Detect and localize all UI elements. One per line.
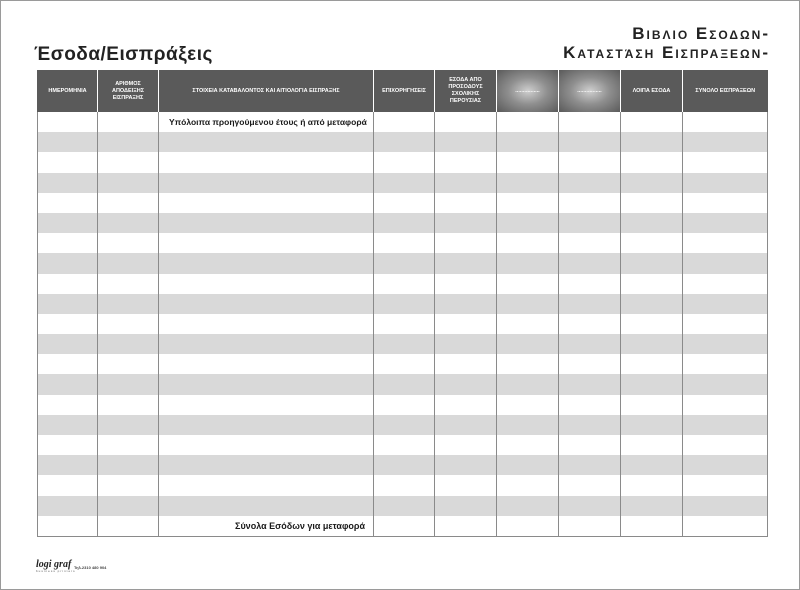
table-cell xyxy=(621,112,683,132)
header-other-income: ΛΟΙΠΑ ΕΣΟΔΑ xyxy=(621,70,683,112)
table-cell xyxy=(159,475,374,495)
table-cell xyxy=(435,112,497,132)
table-cell xyxy=(159,253,374,273)
table-cell xyxy=(435,516,497,537)
totals-carry-forward-label: Σύνολα Εσόδων για μεταφορά xyxy=(159,516,374,537)
table-cell xyxy=(683,354,768,374)
table-cell xyxy=(38,152,98,172)
table-cell xyxy=(374,274,435,294)
table-row xyxy=(38,193,768,213)
table-cell xyxy=(98,455,159,475)
table-cell xyxy=(98,274,159,294)
table-cell xyxy=(374,334,435,354)
table-cell xyxy=(159,496,374,516)
table-cell xyxy=(683,294,768,314)
table-row xyxy=(38,334,768,354)
table-row xyxy=(38,274,768,294)
table-cell xyxy=(683,455,768,475)
table-row xyxy=(38,374,768,394)
table-cell xyxy=(374,294,435,314)
table-cell xyxy=(559,395,621,415)
table-cell xyxy=(374,455,435,475)
table-cell xyxy=(38,354,98,374)
table-cell xyxy=(98,112,159,132)
table-cell xyxy=(159,374,374,394)
table-cell xyxy=(559,334,621,354)
table-cell xyxy=(98,193,159,213)
table-cell xyxy=(98,516,159,537)
table-cell xyxy=(38,173,98,193)
table-cell xyxy=(159,193,374,213)
table-cell xyxy=(435,152,497,172)
table-cell xyxy=(38,193,98,213)
table-cell xyxy=(621,516,683,537)
table-cell xyxy=(683,475,768,495)
table-cell xyxy=(98,152,159,172)
table-cell xyxy=(621,173,683,193)
table-cell xyxy=(621,334,683,354)
table-row xyxy=(38,455,768,475)
table-cell xyxy=(683,415,768,435)
table-cell xyxy=(98,496,159,516)
table-cell xyxy=(159,213,374,233)
table-cell xyxy=(497,274,559,294)
header-date: ΗΜΕΡΟΜΗΝΙΑ xyxy=(38,70,98,112)
table-cell xyxy=(621,152,683,172)
table-cell xyxy=(497,132,559,152)
table-cell xyxy=(374,354,435,374)
table-cell xyxy=(497,354,559,374)
table-cell xyxy=(98,132,159,152)
table-cell xyxy=(559,415,621,435)
table-cell xyxy=(559,274,621,294)
table-cell xyxy=(621,435,683,455)
table-cell xyxy=(98,374,159,394)
table-cell xyxy=(98,334,159,354)
table-cell xyxy=(374,435,435,455)
table-cell xyxy=(38,294,98,314)
table-cell xyxy=(621,294,683,314)
table-cell xyxy=(497,314,559,334)
table-row xyxy=(38,152,768,172)
table-cell xyxy=(159,173,374,193)
header-property-income: ΕΣΟΔΑ ΑΠΟ ΠΡΟΣΟΔΟΥΣ ΣΧΟΛΙΚΗΣ ΠΕΡΟΥΣΙΑΣ xyxy=(435,70,497,112)
table-cell xyxy=(38,314,98,334)
table-cell xyxy=(159,415,374,435)
table-cell xyxy=(621,455,683,475)
table-cell xyxy=(38,132,98,152)
table-cell xyxy=(497,395,559,415)
table-cell xyxy=(98,475,159,495)
table-cell xyxy=(374,415,435,435)
table-cell xyxy=(38,516,98,537)
table-cell xyxy=(98,173,159,193)
table-cell xyxy=(159,294,374,314)
table-cell xyxy=(374,233,435,253)
table-cell xyxy=(374,173,435,193)
table-cell xyxy=(497,193,559,213)
table-cell xyxy=(38,253,98,273)
table-row xyxy=(38,516,768,537)
header-row xyxy=(38,70,768,112)
table-cell xyxy=(497,112,559,132)
table-cell xyxy=(497,173,559,193)
table-cell xyxy=(98,435,159,455)
table-cell xyxy=(38,233,98,253)
table-cell xyxy=(621,253,683,273)
table-cell xyxy=(497,516,559,537)
table-cell xyxy=(98,415,159,435)
table-cell xyxy=(435,193,497,213)
table-row xyxy=(38,112,768,132)
table-row xyxy=(38,213,768,233)
table-cell xyxy=(435,213,497,233)
table-cell xyxy=(159,274,374,294)
table-cell xyxy=(98,354,159,374)
table-cell xyxy=(374,193,435,213)
table-cell xyxy=(497,455,559,475)
printer-logo-subtitle: business printers xyxy=(36,569,76,573)
table-cell xyxy=(374,253,435,273)
table-row xyxy=(38,496,768,516)
book-title-line-2: Καταστάση Εισπραξεων- xyxy=(563,43,770,62)
table-cell xyxy=(497,415,559,435)
table-row xyxy=(38,415,768,435)
table-cell xyxy=(98,233,159,253)
table-cell xyxy=(98,213,159,233)
table-cell xyxy=(497,294,559,314)
table-cell xyxy=(559,112,621,132)
table-row xyxy=(38,173,768,193)
printer-phone: Τηλ.2310 480 904 xyxy=(74,565,107,570)
table-cell xyxy=(374,395,435,415)
table-cell xyxy=(435,395,497,415)
ledger-body xyxy=(38,112,768,536)
table-cell xyxy=(159,354,374,374)
table-cell xyxy=(621,314,683,334)
printer-logo: logi graf xyxy=(36,559,72,570)
table-cell xyxy=(559,213,621,233)
table-cell xyxy=(159,314,374,334)
table-cell xyxy=(559,374,621,394)
table-cell xyxy=(621,415,683,435)
table-cell xyxy=(621,475,683,495)
table-row xyxy=(38,233,768,253)
table-cell xyxy=(374,213,435,233)
table-cell xyxy=(559,173,621,193)
table-cell xyxy=(159,334,374,354)
table-cell xyxy=(497,233,559,253)
table-cell xyxy=(621,374,683,394)
table-cell xyxy=(98,395,159,415)
book-title xyxy=(563,24,770,62)
table-cell xyxy=(497,435,559,455)
table-cell xyxy=(683,173,768,193)
table-cell xyxy=(435,354,497,374)
table-cell xyxy=(38,496,98,516)
table-cell xyxy=(559,516,621,537)
table-cell xyxy=(683,112,768,132)
table-row xyxy=(38,395,768,415)
table-cell xyxy=(435,455,497,475)
table-cell xyxy=(559,253,621,273)
table-cell xyxy=(374,314,435,334)
table-cell xyxy=(559,193,621,213)
table-cell xyxy=(559,496,621,516)
table-row xyxy=(38,253,768,273)
table-cell xyxy=(559,435,621,455)
table-cell xyxy=(159,233,374,253)
table-cell xyxy=(159,435,374,455)
table-cell xyxy=(374,516,435,537)
table-cell xyxy=(435,435,497,455)
header-receipt-number: ΑΡΙΘΜΟΣ ΑΠΟΔΕΙΞΗΣ ΕΙΣΠΡΑΞΗΣ xyxy=(98,70,159,112)
table-cell xyxy=(98,314,159,334)
table-cell xyxy=(98,253,159,273)
table-cell xyxy=(683,334,768,354)
table-cell xyxy=(497,152,559,172)
opening-balance-label: Υπόλοιπα προηγούμενου έτους ή από μεταφορά xyxy=(159,112,374,132)
table-row xyxy=(38,354,768,374)
table-cell xyxy=(683,213,768,233)
table-cell xyxy=(159,152,374,172)
table-cell xyxy=(38,475,98,495)
table-cell xyxy=(683,374,768,394)
table-cell xyxy=(159,395,374,415)
table-cell xyxy=(497,374,559,394)
table-cell xyxy=(435,334,497,354)
table-cell xyxy=(374,475,435,495)
table-cell xyxy=(374,374,435,394)
table-cell xyxy=(683,314,768,334)
table-cell xyxy=(683,516,768,537)
table-cell xyxy=(621,354,683,374)
table-cell xyxy=(435,132,497,152)
form-title: Έσοδα/Εισπράξεις xyxy=(34,44,213,65)
table-cell xyxy=(38,415,98,435)
table-cell xyxy=(38,213,98,233)
table-cell xyxy=(683,233,768,253)
table-cell xyxy=(621,496,683,516)
table-cell xyxy=(683,274,768,294)
table-cell xyxy=(683,395,768,415)
table-cell xyxy=(559,233,621,253)
table-cell xyxy=(559,294,621,314)
table-row xyxy=(38,435,768,455)
table-cell xyxy=(435,233,497,253)
table-cell xyxy=(621,233,683,253)
table-cell xyxy=(38,455,98,475)
table-cell xyxy=(38,274,98,294)
table-cell xyxy=(159,455,374,475)
table-cell xyxy=(683,193,768,213)
table-cell xyxy=(683,435,768,455)
table-cell xyxy=(435,475,497,495)
table-cell xyxy=(38,395,98,415)
table-cell xyxy=(497,213,559,233)
income-ledger-table xyxy=(37,70,768,537)
table-cell xyxy=(621,274,683,294)
table-cell xyxy=(374,112,435,132)
table-cell xyxy=(559,455,621,475)
header-total-receipts: ΣΥΝΟΛΟ ΕΙΣΠΡΑΞΕΩΝ xyxy=(683,70,768,112)
table-cell xyxy=(435,314,497,334)
table-cell xyxy=(497,496,559,516)
table-cell xyxy=(98,294,159,314)
table-cell xyxy=(559,314,621,334)
table-cell xyxy=(38,374,98,394)
table-cell xyxy=(497,475,559,495)
table-cell xyxy=(621,193,683,213)
table-cell xyxy=(374,152,435,172)
table-cell xyxy=(683,496,768,516)
header-payer-details: ΣΤΟΙΧΕΙΑ ΚΑΤΑΒΑΛΟΝΤΟΣ ΚΑΙ ΑΙΤΙΟΛΟΓΙΑ ΕΙΣΠΡΑΞΗΣ xyxy=(159,70,374,112)
table-cell xyxy=(435,374,497,394)
header-blank-1: ................ xyxy=(497,70,559,112)
table-cell xyxy=(38,334,98,354)
table-cell xyxy=(435,496,497,516)
table-cell xyxy=(559,354,621,374)
table-cell xyxy=(435,415,497,435)
table-cell xyxy=(621,132,683,152)
header-blank-2: ................ xyxy=(559,70,621,112)
table-cell xyxy=(159,132,374,152)
table-cell xyxy=(683,132,768,152)
table-row xyxy=(38,475,768,495)
table-cell xyxy=(374,496,435,516)
book-title-line-1: Βιβλιο Εσοδων- xyxy=(632,24,770,43)
table-cell xyxy=(559,152,621,172)
table-cell xyxy=(621,395,683,415)
table-cell xyxy=(435,274,497,294)
table-row xyxy=(38,132,768,152)
table-cell xyxy=(559,475,621,495)
table-cell xyxy=(683,253,768,273)
table-cell xyxy=(435,173,497,193)
table-row xyxy=(38,314,768,334)
table-cell xyxy=(497,253,559,273)
table-cell xyxy=(38,435,98,455)
header-grants: ΕΠΙΧΟΡΗΓΗΣΕΙΣ xyxy=(374,70,435,112)
table-cell xyxy=(435,253,497,273)
table-cell xyxy=(621,213,683,233)
table-cell xyxy=(435,294,497,314)
table-cell xyxy=(559,132,621,152)
table-row xyxy=(38,294,768,314)
table-cell xyxy=(683,152,768,172)
table-cell xyxy=(374,132,435,152)
table-cell xyxy=(497,334,559,354)
table-cell xyxy=(38,112,98,132)
